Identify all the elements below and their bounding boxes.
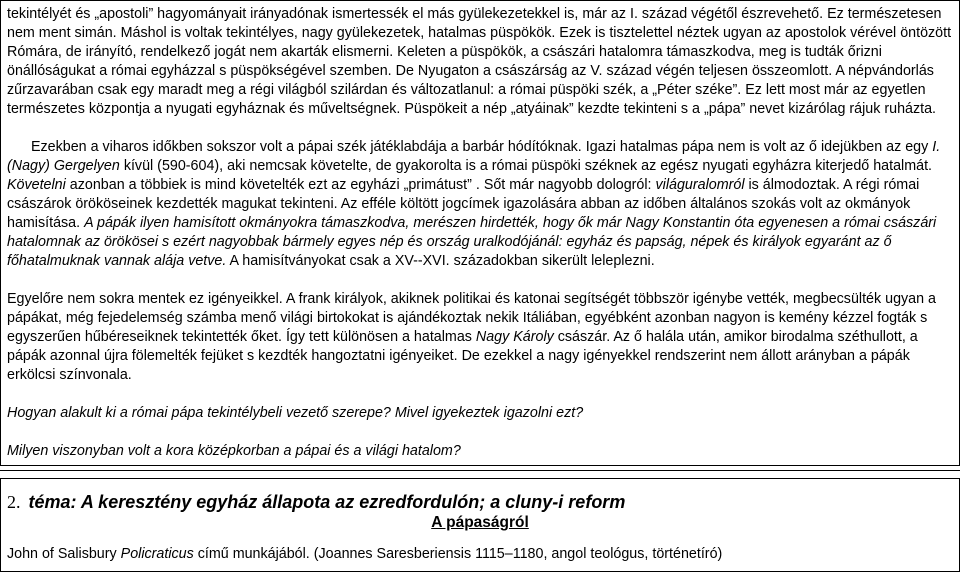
text: császár. Az ő halála után, amikor birodalma széthullott, a pápák azonnal újra fölemelték fejüket s kezdték hangoztatni igényeiket. De ezekkel a nagy igényekkel rendszerint nem állott arányban a pápák erkölcsi színvonala. xyxy=(7,329,918,383)
paragraph-intro xyxy=(7,5,953,119)
italic-gregory: I. (Nagy) Gergelyen xyxy=(7,139,941,174)
text: kívül (590-604), aki nemcsak követelte, de gyakorolta is a római püspöki széknek az egész nyugati egyházra kiterjedő hatalmát. xyxy=(119,158,933,174)
text: azonban a többiek is mind követelték ezt az egyházi „primátust” . Sőt már nagyobb dologról: xyxy=(65,177,656,193)
question-1-text: Hogyan alakult ki a római pápa tekintélybeli vezető szerepe? Mivel igyekeztek igazolni ezt? xyxy=(7,405,584,421)
paragraph-frankish-kings xyxy=(7,290,953,385)
text: Ezekben a viharos időkben sokszor volt a pápai szék játéklabdája a barbár hódítóknak. Igazi hatalmas pápa nem is volt az ő idejükben az egy xyxy=(31,139,933,155)
italic-demand: Követelni xyxy=(7,177,66,193)
italic-work-title: Policraticus xyxy=(120,546,194,562)
question-2 xyxy=(7,442,953,461)
topic-heading xyxy=(7,491,953,513)
spacer xyxy=(7,385,953,404)
topic-title: téma: A keresztény egyház állapota az ezredfordulón; a cluny-i reform xyxy=(28,492,626,512)
italic-world-rule: világuralomról xyxy=(655,177,745,193)
spacer xyxy=(7,119,953,138)
text: John of Salisbury xyxy=(7,546,121,562)
text: című munkájából. (Joannes Saresberiensis 1115–1180, angol teológus, történetíró) xyxy=(193,546,723,562)
text: Egyelőre nem sokra mentek ez igényeikkel. A frank királyok, akiknek politikai és katonai segítségét többször igénybe vették, megbecsülték ugyan a pápákat, még fejedelemség számba menő világi birtokokat is ajándékoztak nekik Itáliában, egyébként azonban nagyon is kemény kézzel fogták s egyszerűen hűbéreseiknek tekintették őket. Így tett különösen a hatalmas xyxy=(7,291,937,345)
section-subtitle: A pápaságról xyxy=(431,514,529,531)
paragraph-intro-text: tekintélyét és „apostoli” hagyományait irányadónak ismertessék el más gyülekezetekkel is, már az I. század végétől észrevehető. Ez természetesen nem ment simán. Máshol is voltak tekintélyes, nagy gyülekezetek, hatalmas püspökök. Ezek is tisztelettel néztek ugyan az apostolok vérével öntözött Rómára, de irányító, rendelkező jogát nem akarták elismerni. Keleten a püspökök, a császári hatalomra támaszkodva, meg is tudták őrizni önállóságukat a római egyházzal s püspökségével szemben. De Nyugaton a császárság az V. század végén teljesen összeomlott. A népvándorlás zűrzavarában csak egy maradt meg a régi világból szilárdan és változatlanul: a római püspöki szék, a „Péter széke”. Ez lett most már az egyetlen természetes központja a nyugati egyháznak és műveltségnek. Püspökeit a nép „atyáinak” kezdte tekinteni s a „pápa” nevet kizárólag rájuk ruházta. xyxy=(7,6,952,117)
text: A hamisítványokat csak a XV--XVI. századokban sikerült leleplezni. xyxy=(226,253,655,269)
question-2-text: Milyen viszonyban volt a kora középkorban a pápai és a világi hatalom? xyxy=(7,443,461,459)
source-citation xyxy=(7,545,953,564)
text-box-topic-2 xyxy=(0,478,960,572)
topic-number: 2. xyxy=(7,492,21,512)
spacer xyxy=(7,423,953,442)
section-divider xyxy=(0,470,960,471)
italic-forged-claims: A pápák ilyen hamisított okmányokra támaszkodva, merészen hirdették, hogy ők már Nagy Konstantin óta egyenesen a római császári hatalomnak az örökösei s ezért nagyobbak bármely egyes nép és ország uralkodójánál: egyház és papság, népek és királyok egyaránt az ő főhatalmuknak vannak alája vetve. xyxy=(7,215,937,269)
text: is álmodoztak. A régi római császárok örököseinek kezdették magukat tekinteni. Az efféle költött jogcímek igazolására abban az időben általános szokás volt az okmányok hamisítása. xyxy=(7,177,920,231)
paragraph-barbarian-era xyxy=(7,138,953,271)
question-1 xyxy=(7,404,953,423)
spacer xyxy=(7,271,953,290)
italic-charlemagne: Nagy Károly xyxy=(475,329,554,345)
